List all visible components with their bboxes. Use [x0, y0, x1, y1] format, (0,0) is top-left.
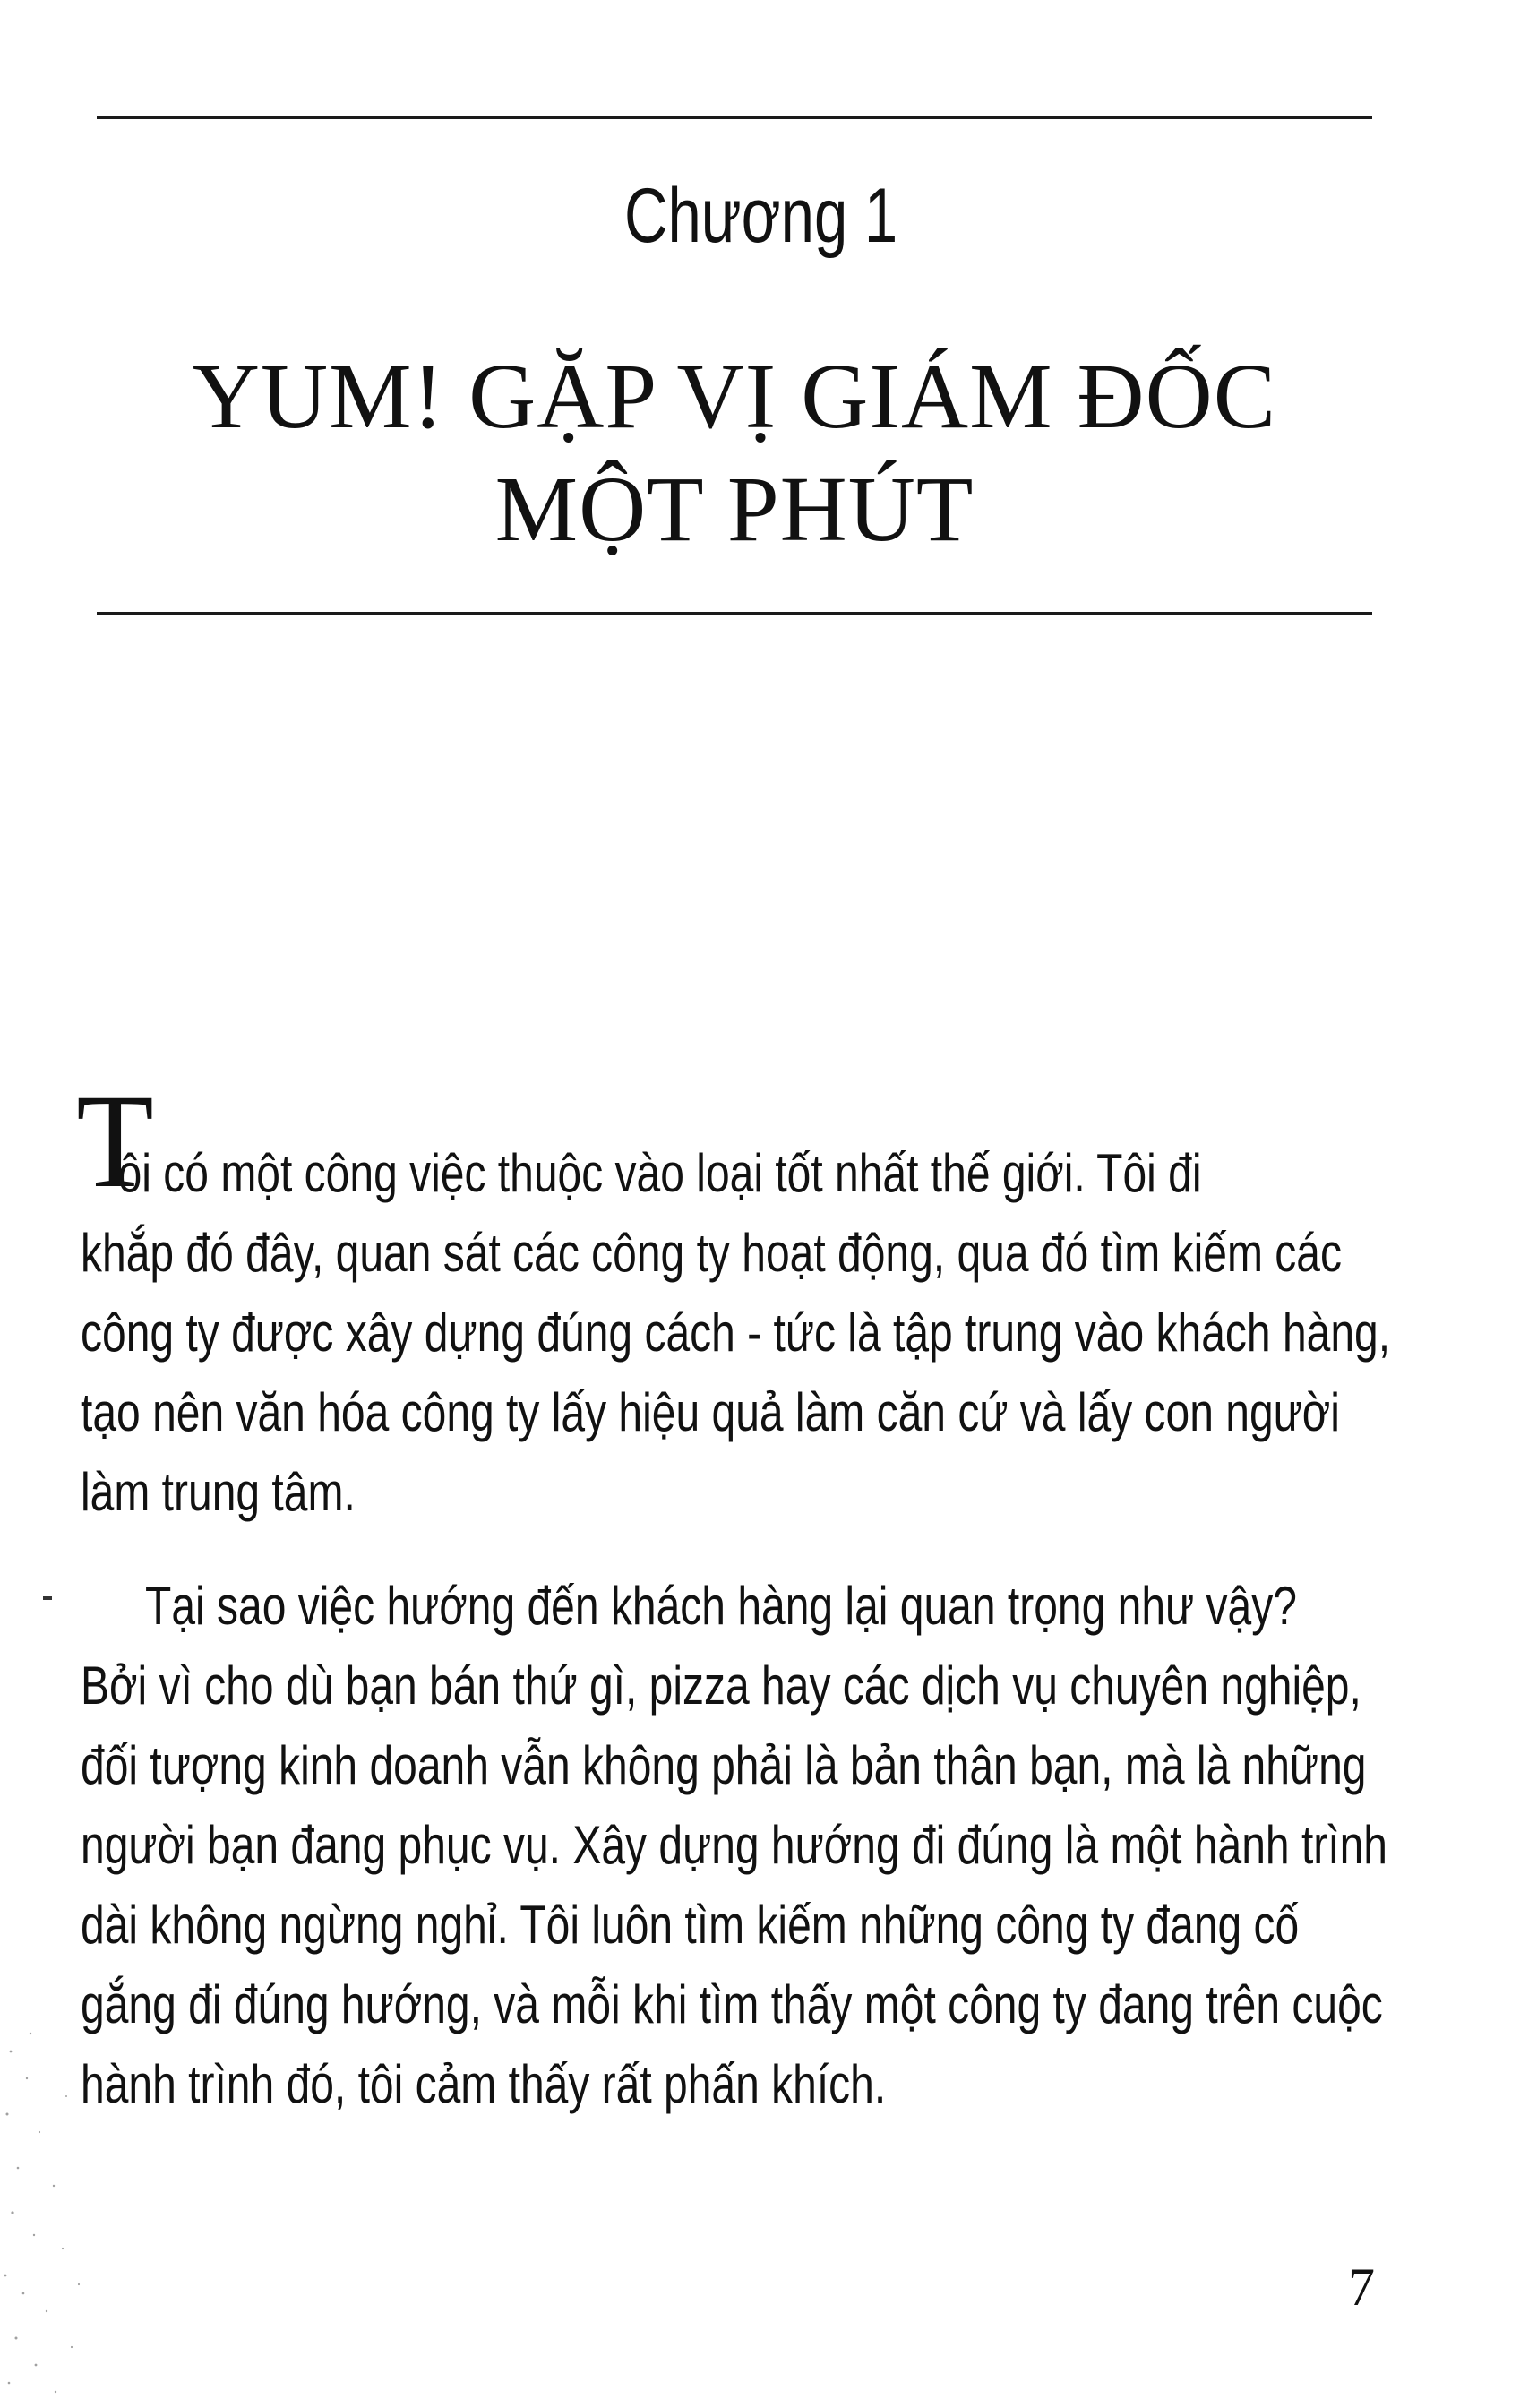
chapter-label: Chương 1 [624, 173, 898, 259]
paragraph-line [76, 1067, 1202, 1216]
paragraph-line: người bạn đang phục vụ. Xây dựng hướng đi đúng là một hành trình [81, 1815, 1387, 1875]
paragraph-line: hành trình đó, tôi cảm thấy rất phấn khích. [81, 2054, 887, 2114]
paragraph-line: gắng đi đúng hướng, và mỗi khi tìm thấy một công ty đang trên cuộc [81, 1974, 1383, 2034]
drop-cap: T [76, 1067, 154, 1216]
paragraph-line: làm trung tâm. [81, 1462, 356, 1522]
chapter-title [0, 340, 1469, 566]
paragraph-line: đối tượng kinh doanh vẫn không phải là bản thân bạn, mà là những [81, 1735, 1367, 1795]
top-divider [97, 116, 1372, 119]
paragraph-line: Tại sao việc hướng đến khách hàng lại quan trọng như vậy? [145, 1576, 1297, 1636]
chapter-title-line: MỘT PHÚT [494, 458, 975, 561]
paragraph-line: Bởi vì cho dù bạn bán thứ gì, pizza hay các dịch vụ chuyên nghiệp, [81, 1656, 1361, 1716]
chapter-title-line: YUM! GẶP VỊ GIÁM ĐỐC [192, 345, 1277, 448]
paragraph-2 [81, 1566, 1387, 2124]
paragraph-line-text: ôi có một công việc thuộc vào loại tốt nhất thế giới. Tôi đi [117, 1143, 1202, 1203]
scan-noise [0, 2016, 99, 2408]
margin-mark [43, 1596, 52, 1600]
paragraph-1 [76, 1067, 1391, 1532]
bottom-divider [97, 612, 1372, 615]
paragraph-line: khắp đó đây, quan sát các công ty hoạt động, qua đó tìm kiếm các [81, 1223, 1342, 1283]
paragraph-line: tạo nên văn hóa công ty lấy hiệu quả làm căn cứ và lấy con người [81, 1382, 1340, 1442]
paragraph-line: dài không ngừng nghỉ. Tôi luôn tìm kiếm những công ty đang cố [81, 1895, 1300, 1955]
paragraph-line: công ty được xây dựng đúng cách - tức là tập trung vào khách hàng, [81, 1303, 1391, 1363]
page-number: 7 [1348, 2258, 1375, 2317]
